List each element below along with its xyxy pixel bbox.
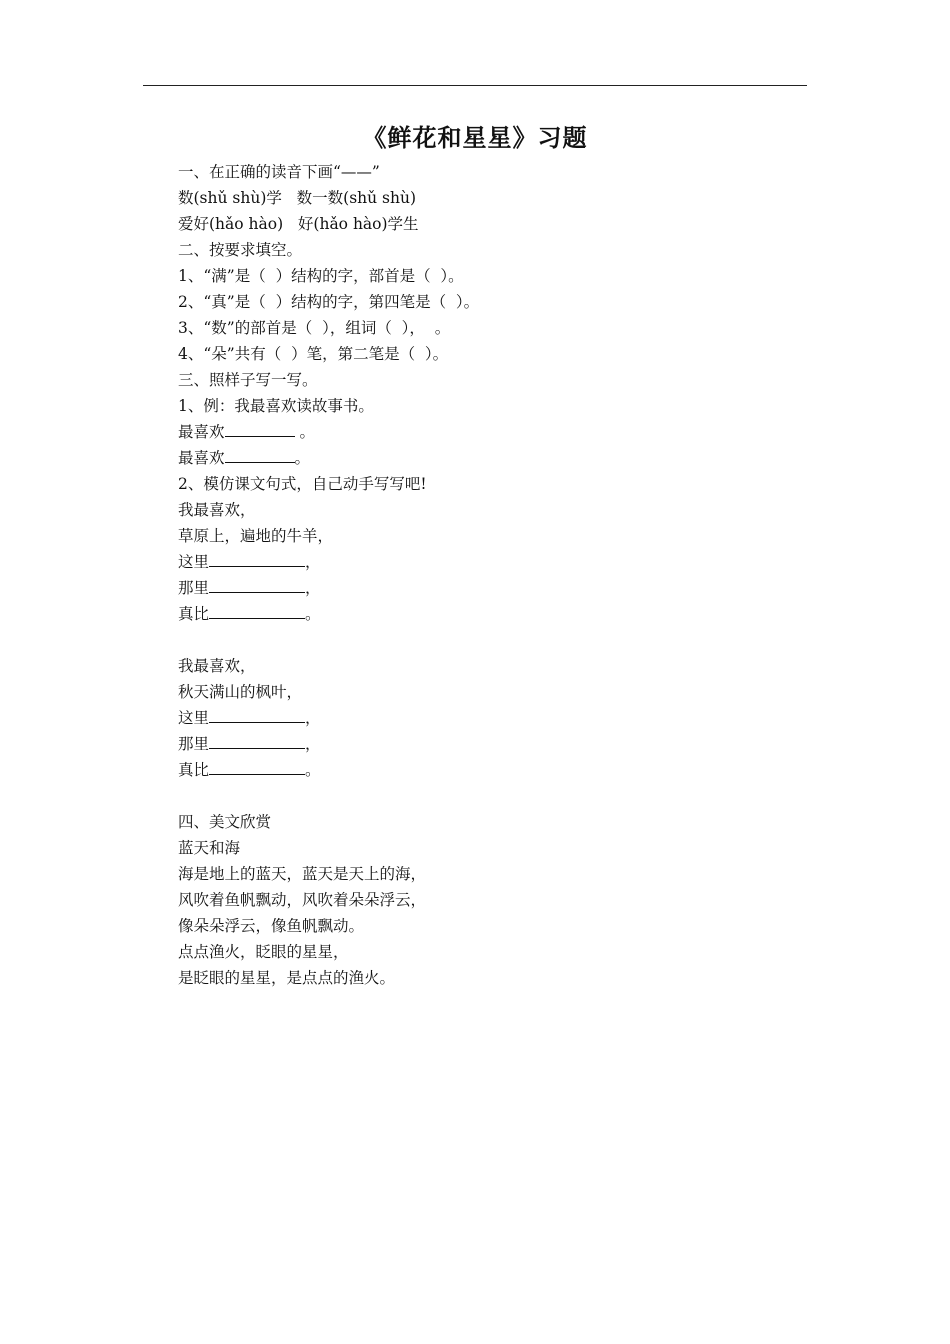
poem-line: 点点渔火，眨眼的星星， xyxy=(178,943,349,961)
answer-blank[interactable] xyxy=(209,551,305,567)
fill-end: 。 xyxy=(294,423,315,441)
line-prefix: 真比 xyxy=(178,605,210,623)
poem1-zhenbi-line xyxy=(178,602,479,628)
line-prefix: 那里 xyxy=(178,735,210,753)
answer-blank[interactable] xyxy=(225,421,295,437)
poem-line: 是眨眼的星星，是点点的渔火。 xyxy=(178,969,396,987)
punctuation: ， xyxy=(305,579,321,597)
poem1-zheli-line xyxy=(178,550,479,576)
answer-blank[interactable] xyxy=(209,759,305,775)
line-prefix: 这里 xyxy=(178,709,210,727)
poem2-zhenbi-line xyxy=(178,758,479,784)
punctuation: 。 xyxy=(305,761,321,779)
section-1-heading: 一、在正确的读音下画“——” xyxy=(178,163,380,181)
punctuation: ， xyxy=(305,553,321,571)
answer-blank[interactable] xyxy=(225,447,295,463)
question-2: 2、“真”是（ ）结构的字，第四笔是（ ）。 xyxy=(178,293,480,311)
fill-end: 。 xyxy=(294,449,311,467)
line-prefix: 那里 xyxy=(178,579,210,597)
question-3: 3、“数”的部首是（ ），组词（ ）， 。 xyxy=(178,319,451,337)
poem-line: 风吹着鱼帆飘动，风吹着朵朵浮云， xyxy=(178,891,427,909)
header-rule xyxy=(143,85,807,86)
poem1-line-1: 我最喜欢， xyxy=(178,501,256,519)
answer-blank[interactable] xyxy=(209,603,305,619)
pinyin-line-1: 数(shǔ shù)学 数一数(shǔ shù) xyxy=(178,189,417,207)
question-4: 4、“朵”共有（ ）笔，第二笔是（ ）。 xyxy=(178,345,449,363)
poem2-line-1: 我最喜欢， xyxy=(178,657,256,675)
answer-blank[interactable] xyxy=(209,577,305,593)
pinyin-line-2: 爱好(hǎo hào) 好(hǎo hào)学生 xyxy=(178,215,419,233)
fill-prefix: 最喜欢 xyxy=(178,423,225,441)
poem-line: 海是地上的蓝天，蓝天是天上的海， xyxy=(178,865,427,883)
question-1: 1、“满”是（ ）结构的字，部首是（ ）。 xyxy=(178,267,464,285)
fill-line-1 xyxy=(178,420,479,446)
punctuation: 。 xyxy=(305,605,321,623)
fill-line-2 xyxy=(178,446,479,472)
fill-prefix: 最喜欢 xyxy=(178,449,225,467)
poem2-line-2: 秋天满山的枫叶， xyxy=(178,683,303,701)
line-prefix: 这里 xyxy=(178,553,210,571)
example-sentence: 1、例：我最喜欢读故事书。 xyxy=(178,397,374,415)
punctuation: ， xyxy=(305,735,321,753)
section-3-heading: 三、照样子写一写。 xyxy=(178,371,318,389)
poem2-zheli-line xyxy=(178,706,479,732)
spacer xyxy=(178,628,479,654)
answer-blank[interactable] xyxy=(209,707,305,723)
spacer xyxy=(178,784,479,810)
worksheet-body xyxy=(178,160,479,992)
page-title: 《鲜花和星星》习题 xyxy=(362,123,588,152)
poem-line: 像朵朵浮云，像鱼帆飘动。 xyxy=(178,917,365,935)
poem2-nali-line xyxy=(178,732,479,758)
line-prefix: 真比 xyxy=(178,761,210,779)
poem1-line-2: 草原上，遍地的牛羊， xyxy=(178,527,334,545)
poem-title: 蓝天和海 xyxy=(178,839,241,857)
imitate-instruction: 2、模仿课文句式，自己动手写写吧! xyxy=(178,475,427,493)
section-2-heading: 二、按要求填空。 xyxy=(178,241,303,259)
poem1-nali-line xyxy=(178,576,479,602)
section-4-heading: 四、美文欣赏 xyxy=(178,813,272,831)
punctuation: ， xyxy=(305,709,321,727)
answer-blank[interactable] xyxy=(209,733,305,749)
